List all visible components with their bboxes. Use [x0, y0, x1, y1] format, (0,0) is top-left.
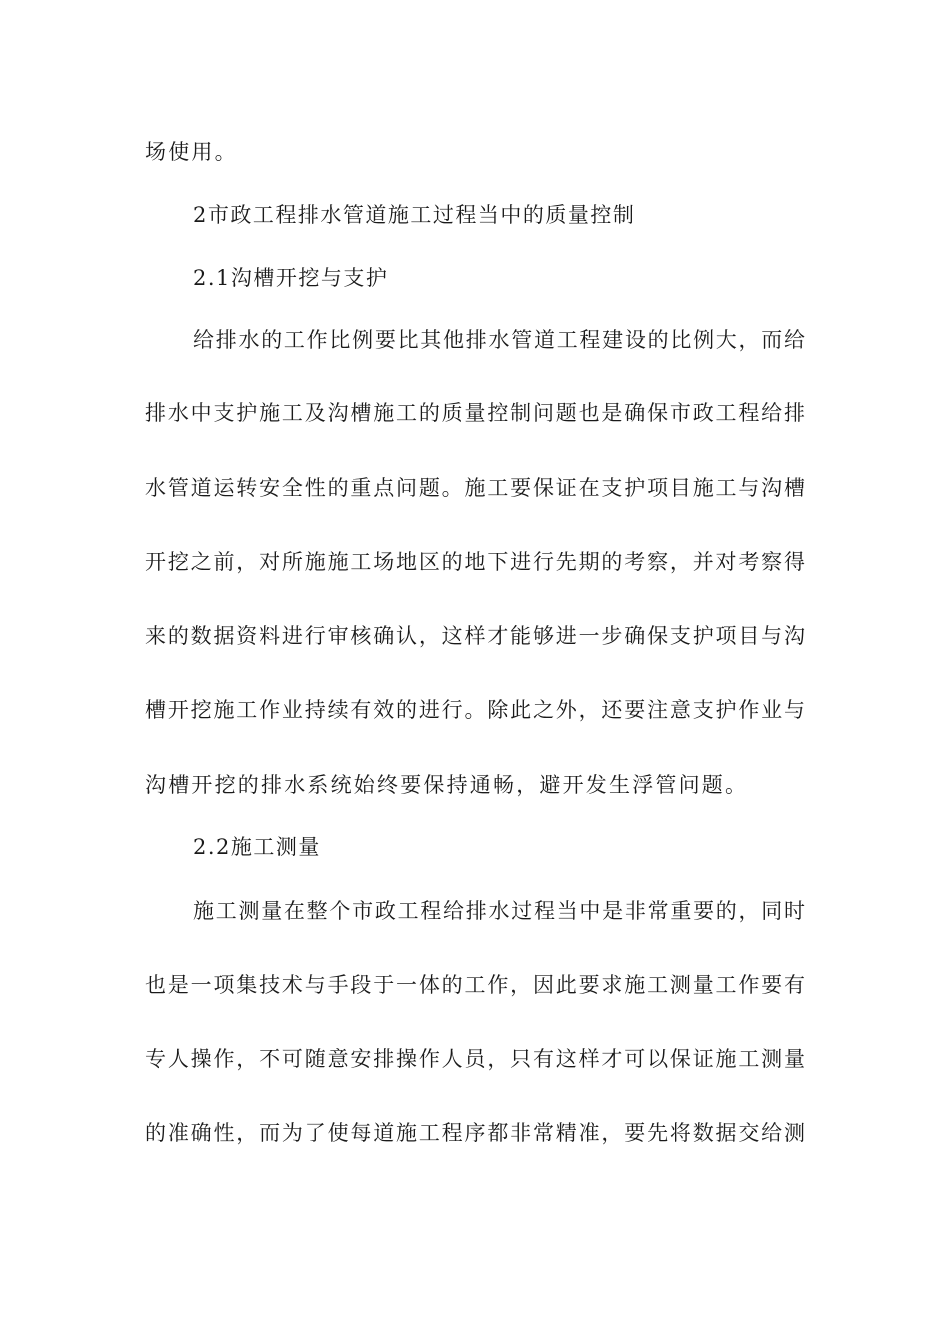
paragraph-line: 排水中支护施工及沟槽施工的质量控制问题也是确保市政工程给排 — [145, 401, 805, 425]
paragraph-line-last: 沟槽开挖的排水系统始终要保持通畅，避开发生浮管问题。 — [145, 773, 749, 797]
paragraph-line: 也是一项集技术与手段于一体的工作，因此要求施工测量工作要有 — [145, 973, 805, 997]
subsection-heading-2-1: 2.1沟槽开挖与支护 — [193, 266, 389, 290]
paragraph-line: 开挖之前，对所施施工场地区的地下进行先期的考察，并对考察得 — [145, 550, 805, 574]
section-heading-2: 2市政工程排水管道施工过程当中的质量控制 — [193, 203, 636, 227]
paragraph-line: 槽开挖施工作业持续有效的进行。除此之外，还要注意支护作业与 — [145, 698, 805, 722]
paragraph-line: 给排水的工作比例要比其他排水管道工程建设的比例大，而给 — [193, 328, 805, 352]
paragraph-line: 水管道运转安全性的重点问题。施工要保证在支护项目施工与沟槽 — [145, 476, 805, 500]
paragraph-line: 专人操作，不可随意安排操作人员，只有这样才可以保证施工测量 — [145, 1047, 805, 1071]
paragraph-line: 的准确性，而为了使每道施工程序都非常精准，要先将数据交给测 — [145, 1121, 805, 1145]
text-line-continuation: 场使用。 — [145, 140, 238, 164]
paragraph-line: 来的数据资料进行审核确认，这样才能够进一步确保支护项目与沟 — [145, 624, 805, 648]
subsection-heading-2-2: 2.2施工测量 — [193, 835, 321, 859]
paragraph-line: 施工测量在整个市政工程给排水过程当中是非常重要的，同时 — [193, 899, 805, 923]
